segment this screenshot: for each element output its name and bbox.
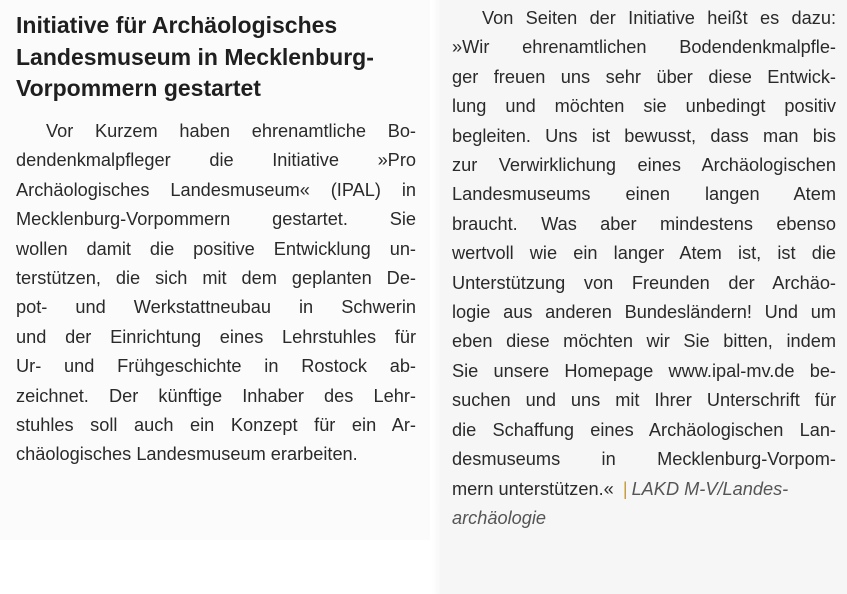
body-line: ger freuen uns sehr über diese Entwick- <box>452 66 836 87</box>
body-line: Unterstützung von Freunden der Archäo- <box>452 272 836 293</box>
body-line: eben diese möchten wir Sie bitten, indem <box>452 331 836 352</box>
body-line: zur Verwirklichung eines Archäologischen <box>452 155 836 176</box>
body-line: suchen und uns mit Ihrer Unterschrift für <box>452 390 836 411</box>
credit-separator: | <box>622 478 628 499</box>
closing-text: mern unterstützen.« <box>452 478 614 499</box>
body-line: Sie unsere Homepage www.ipal-mv.de be- <box>452 360 836 381</box>
body-line: Landesmuseums einen langen Atem <box>452 184 836 205</box>
body-line: pot- und Werkstattneubau in Schwerin <box>16 297 416 318</box>
right-body-text <box>452 4 836 533</box>
body-line: Archäologisches Landesmuseum« (IPAL) in <box>16 179 416 200</box>
title-line: Landesmuseum in Mecklenburg- <box>16 43 374 70</box>
body-line: chäologisches Landesmuseum erarbeiten. <box>16 444 358 465</box>
body-line: zeichnet. Der künftige Inhaber des Lehr- <box>16 385 416 406</box>
body-line: begleiten. Uns ist bewusst, dass man bis <box>452 125 836 146</box>
left-body-text <box>16 117 416 470</box>
body-line: lung und möchten sie unbedingt positiv <box>452 96 836 117</box>
photo-credit-continued: archäologie <box>452 507 547 528</box>
photo-credit: LAKD M-V/Landes- <box>631 478 789 499</box>
body-line: wollen damit die positive Entwicklung un- <box>16 238 416 259</box>
title-line: Initiative für Archäologisches <box>16 12 338 38</box>
body-line: »Wir ehrenamtlichen Bodendenkmalpfle- <box>452 37 836 58</box>
body-line: Mecklenburg-Vorpommern gestartet. Sie <box>16 209 416 230</box>
body-line: und der Einrichtung eines Lehrstuhles für <box>16 326 416 347</box>
body-line: terstützen, die sich mit dem geplanten De- <box>16 268 416 289</box>
article-title <box>16 10 426 105</box>
body-line: Ur- und Frühgeschichte in Rostock ab- <box>16 356 416 377</box>
body-line: logie aus anderen Bundesländern! Und um <box>452 302 836 323</box>
body-line: dendenkmalpfleger die Initiative »Pro <box>16 150 416 171</box>
title-line: Vorpommern gestartet <box>16 75 261 101</box>
body-line: desmuseums in Mecklenburg-Vorpom- <box>452 449 836 470</box>
body-line: wertvoll wie ein langer Atem ist, ist die <box>452 243 836 264</box>
body-line: Vor Kurzem haben ehrenamtliche Bo- <box>46 121 416 141</box>
body-line: stuhles soll auch ein Konzept für ein Ar- <box>16 415 416 436</box>
body-line: die Schaffung eines Archäologischen Lan- <box>452 419 836 440</box>
body-line: braucht. Was aber mindestens ebenso <box>452 213 836 234</box>
body-line-with-credit <box>452 475 836 504</box>
body-line: Von Seiten der Initiative heißt es dazu: <box>482 8 836 28</box>
